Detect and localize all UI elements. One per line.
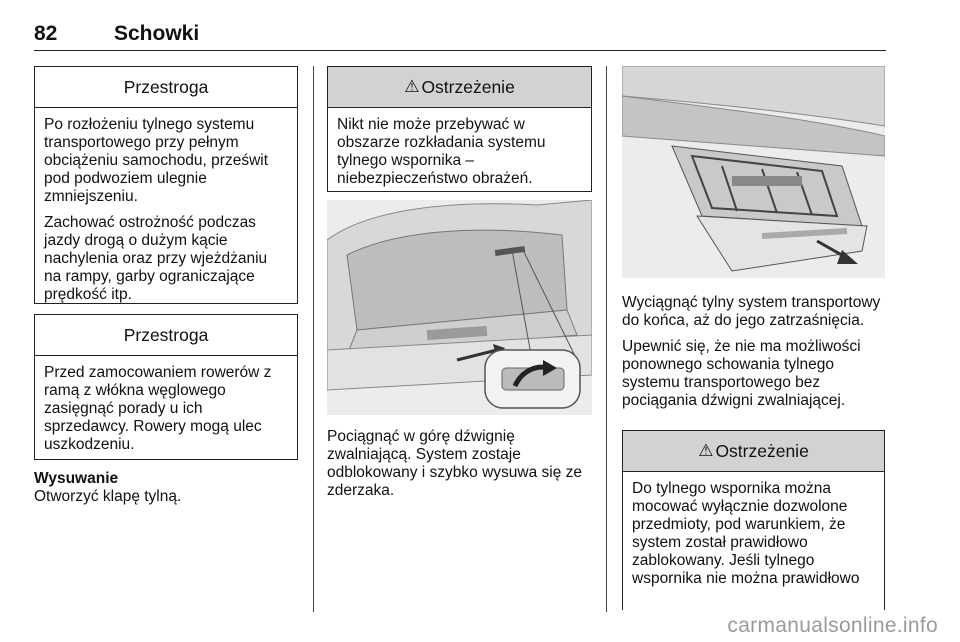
instruction-paragraph: Upewnić się, że nie ma możliwości ponownego schowania tylnego systemu transportowego bez pociągania dźwigni zwalniającej.: [622, 338, 861, 409]
warning-title-text: Ostrzeżenie: [715, 440, 809, 461]
caution-box-title: Przestroga: [35, 315, 297, 356]
warning-box-title: [328, 67, 591, 108]
extend-instructions: [622, 294, 885, 418]
page-number: 82: [34, 22, 58, 45]
warning-triangle-icon: ⚠: [698, 441, 714, 460]
caution-paragraph: Po rozłożeniu tylnego systemu transportowego przy pełnym obciążeniu samochodu, prześwit pod podwoziem ulegnie zmniejszeniu.: [44, 116, 269, 205]
caution-box-title: Przestroga: [35, 67, 297, 108]
watermark: carmanualsonline.info: [727, 614, 938, 637]
lever-caption: Pociągnąć w górę dźwignię zwalniającą. System zostaje odblokowany i szybko wysuwa się ze zderzaka.: [327, 428, 583, 499]
warning-box-body: [623, 472, 884, 594]
column-divider-2: [606, 66, 607, 612]
caution-box-2: [34, 314, 298, 460]
instruction-paragraph: Wyciągnąć tylny system transportowy do końca, aż do jego zatrzaśnięcia.: [622, 294, 881, 329]
caution-box-1: [34, 66, 298, 304]
section-title: Schowki: [114, 22, 200, 45]
caution-paragraph: Zachować ostrożność podczas jazdy drogą o dużym kącie nachylenia oraz przy wjeżdżaniu na rampy, garby ograniczające prędkość itp.: [44, 214, 268, 303]
caution-box-body: [35, 356, 297, 460]
carrier-extended-illustration: [622, 66, 885, 278]
body-text: Otworzyć klapę tylną.: [34, 488, 182, 505]
warning-title-text: Ostrzeżenie: [421, 76, 515, 97]
caution-paragraph: Przed zamocowaniem rowerów z ramą z włókna węglowego zasięgnąć porady u ich sprzedawcy. Rowery mogą ulec uszkodzeniu.: [44, 364, 272, 453]
warning-paragraph: Nikt nie może przebywać w obszarze rozkładania systemu tylnego wspornika – niebezpieczeństwo obrażeń.: [337, 116, 546, 187]
warning-paragraph: Do tylnego wspornika można mocować wyłącznie dozwolone przedmioty, pod warunkiem, że system został prawidłowo zablokowany. Jeśli tylnego wspornika nie można prawidłowo: [632, 480, 860, 587]
warning-box-body: [328, 108, 591, 194]
warning-box-title: [623, 431, 884, 472]
subheading: Wysuwanie: [34, 470, 119, 487]
warning-box-2: [622, 430, 885, 610]
release-lever-illustration: [327, 200, 592, 415]
page-header: [34, 16, 886, 51]
warning-box-1: [327, 66, 592, 192]
warning-triangle-icon: ⚠: [404, 77, 420, 96]
section-extending: [34, 470, 298, 506]
column-divider-1: [313, 66, 314, 612]
caution-box-body: [35, 108, 297, 310]
